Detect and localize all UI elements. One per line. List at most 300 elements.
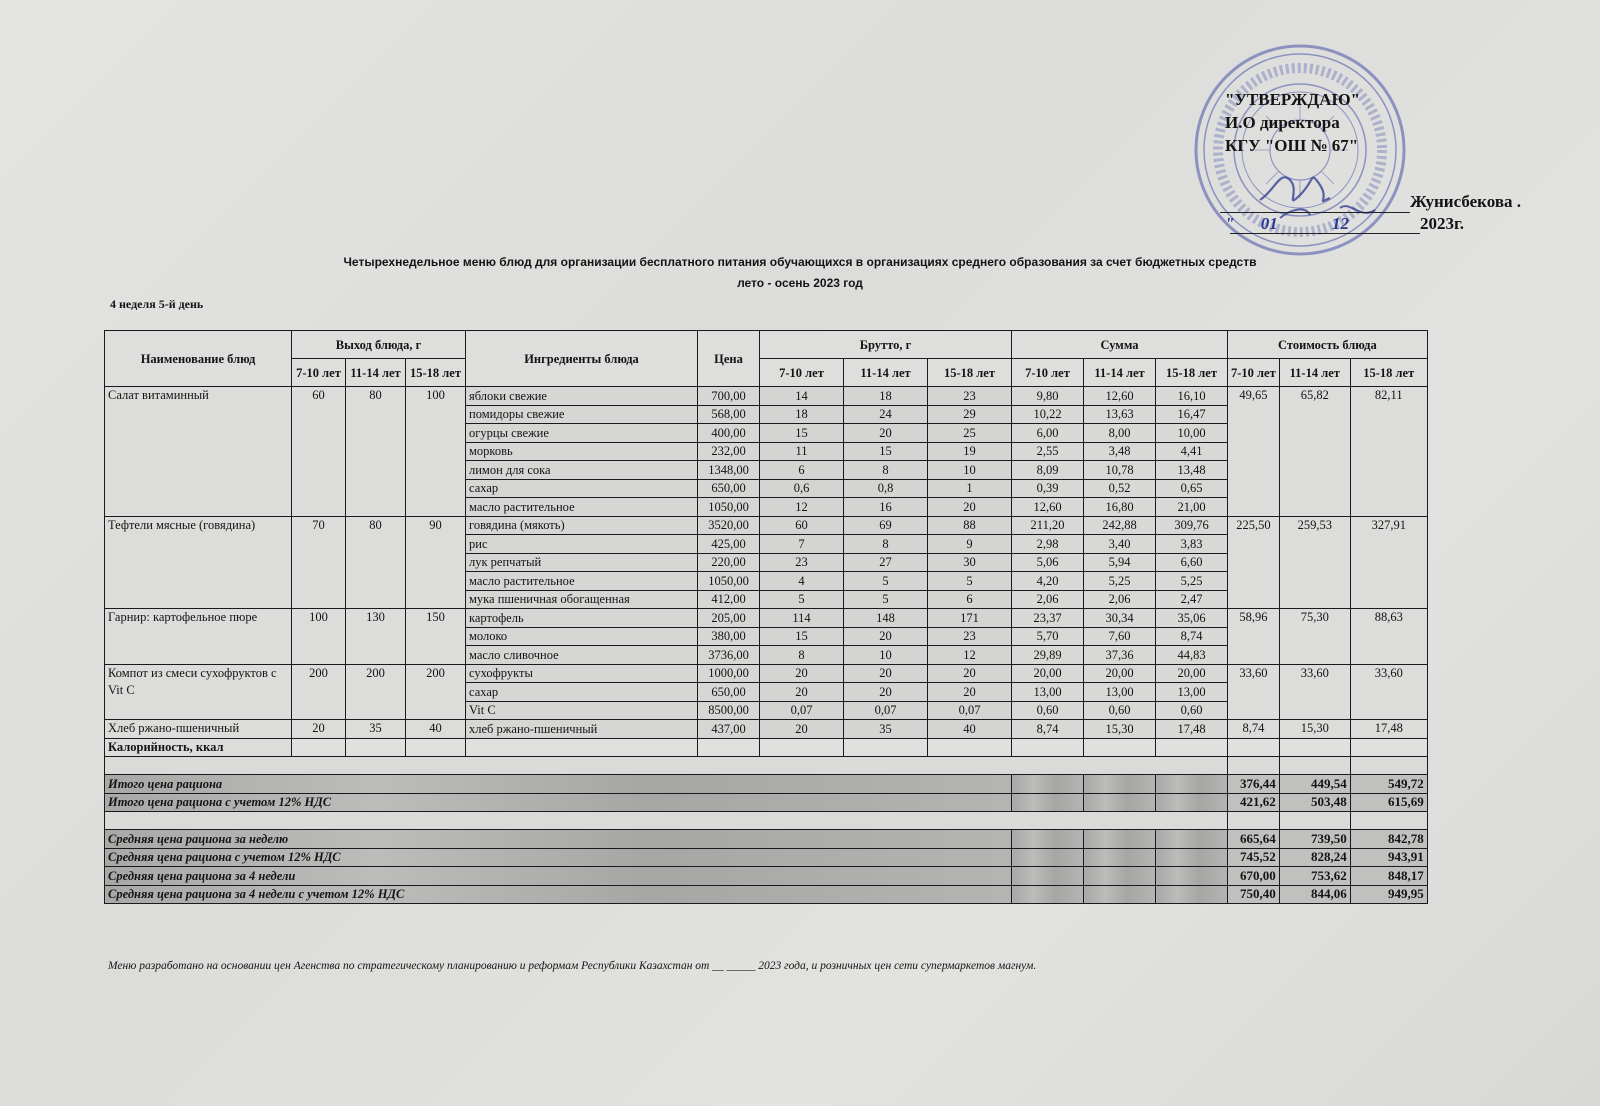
ingredient-brutto-age1: 8 xyxy=(760,646,844,665)
calories-cell xyxy=(1084,738,1156,757)
dish-yield-age1: 20 xyxy=(292,720,346,739)
ingredient-brutto-age1: 0,07 xyxy=(760,701,844,720)
ingredient-sum-age1: 20,00 xyxy=(1012,664,1084,683)
ingredient-brutto-age3: 88 xyxy=(928,516,1012,535)
ingredient-name: яблоки свежие xyxy=(466,387,698,406)
ingredient-brutto-age2: 27 xyxy=(844,553,928,572)
ingredient-name: сухофрукты xyxy=(466,664,698,683)
ingredient-sum-age2: 13,00 xyxy=(1084,683,1156,702)
summary-label: Средняя цена рациона за 4 недели с учетом 12% НДС xyxy=(105,885,1012,904)
ingredient-sum-age1: 0,60 xyxy=(1012,701,1084,720)
calories-cell xyxy=(466,738,698,757)
calories-cell xyxy=(1228,738,1280,757)
dish-yield-age2: 80 xyxy=(346,387,406,517)
header-cost-age1: 7-10 лет xyxy=(1228,359,1280,387)
ingredient-price: 1050,00 xyxy=(698,572,760,591)
ingredient-sum-age1: 0,39 xyxy=(1012,479,1084,498)
dish-name: Компот из смеси сухофруктов с Vit C xyxy=(105,664,292,720)
ingredient-name: молоко xyxy=(466,627,698,646)
summary-empty-cell xyxy=(1084,885,1156,904)
summary-empty-cell xyxy=(1156,848,1228,867)
header-cost-age2: 11-14 лет xyxy=(1279,359,1350,387)
summary-empty-cell xyxy=(1156,885,1228,904)
ingredient-brutto-age2: 0,07 xyxy=(844,701,928,720)
ingredient-brutto-age1: 18 xyxy=(760,405,844,424)
header-brutto-age1: 7-10 лет xyxy=(760,359,844,387)
summary-value-age1: 376,44 xyxy=(1228,775,1280,794)
document-title: Четырехнедельное меню блюд для организации бесплатного питания обучающихся в организациях среднего образования за счет бюджетных средств xyxy=(343,255,1257,269)
ingredient-sum-age2: 15,30 xyxy=(1084,720,1156,739)
summary-empty-cell xyxy=(1012,830,1084,849)
ingredient-brutto-age1: 60 xyxy=(760,516,844,535)
summary-value-age2: 844,06 xyxy=(1279,885,1350,904)
ingredient-sum-age2: 16,80 xyxy=(1084,498,1156,517)
ingredient-brutto-age2: 15 xyxy=(844,442,928,461)
ingredient-brutto-age2: 69 xyxy=(844,516,928,535)
header-sum-age2: 11-14 лет xyxy=(1084,359,1156,387)
ingredient-brutto-age1: 23 xyxy=(760,553,844,572)
spacer-cell xyxy=(1228,757,1280,775)
ingredient-sum-age1: 6,00 xyxy=(1012,424,1084,443)
ingredient-sum-age2: 0,60 xyxy=(1084,701,1156,720)
ingredient-sum-age1: 29,89 xyxy=(1012,646,1084,665)
summary-row xyxy=(105,848,1428,867)
ingredient-sum-age2: 12,60 xyxy=(1084,387,1156,406)
ingredient-brutto-age1: 15 xyxy=(760,424,844,443)
ingredient-brutto-age3: 20 xyxy=(928,664,1012,683)
dish-cost-age1: 225,50 xyxy=(1228,516,1280,609)
dish-yield-age3: 40 xyxy=(406,720,466,739)
menu-body xyxy=(105,387,1428,904)
ingredient-brutto-age2: 10 xyxy=(844,646,928,665)
ingredient-sum-age1: 23,37 xyxy=(1012,609,1084,628)
dish-cost-age1: 49,65 xyxy=(1228,387,1280,517)
summary-value-age3: 842,78 xyxy=(1350,830,1427,849)
calories-cell xyxy=(292,738,346,757)
spacer-row xyxy=(105,757,1428,775)
approval-heading: "УТВЕРЖДАЮ" xyxy=(1225,90,1361,109)
summary-value-age3: 943,91 xyxy=(1350,848,1427,867)
header-yield-age1: 7-10 лет xyxy=(292,359,346,387)
summary-empty-cell xyxy=(1012,793,1084,812)
summary-empty-cell xyxy=(1084,867,1156,886)
ingredient-sum-age3: 0,60 xyxy=(1156,701,1228,720)
spacer-cell xyxy=(1228,812,1280,830)
calories-row xyxy=(105,738,1428,757)
summary-empty-cell xyxy=(1012,848,1084,867)
ingredient-sum-age1: 8,09 xyxy=(1012,461,1084,480)
ingredient-brutto-age1: 15 xyxy=(760,627,844,646)
dish-cost-age3: 33,60 xyxy=(1350,664,1427,720)
ingredient-sum-age2: 37,36 xyxy=(1084,646,1156,665)
ingredient-sum-age2: 30,34 xyxy=(1084,609,1156,628)
calories-cell xyxy=(1156,738,1228,757)
approval-year: 2023г. xyxy=(1420,214,1465,233)
dish-yield-age2: 80 xyxy=(346,516,406,609)
ingredient-brutto-age1: 20 xyxy=(760,683,844,702)
ingredient-brutto-age3: 19 xyxy=(928,442,1012,461)
ingredient-row xyxy=(105,720,1428,739)
dish-cost-age3: 82,11 xyxy=(1350,387,1427,517)
day-label: 4 неделя 5-й день xyxy=(110,297,204,311)
ingredient-sum-age2: 3,48 xyxy=(1084,442,1156,461)
ingredient-name: огурцы свежие xyxy=(466,424,698,443)
ingredient-brutto-age2: 8 xyxy=(844,535,928,554)
ingredient-sum-age2: 0,52 xyxy=(1084,479,1156,498)
ingredient-name: рис xyxy=(466,535,698,554)
ingredient-name: мука пшеничная обогащенная xyxy=(466,590,698,609)
ingredient-brutto-age3: 1 xyxy=(928,479,1012,498)
summary-value-age3: 615,69 xyxy=(1350,793,1427,812)
ingredient-price: 568,00 xyxy=(698,405,760,424)
spacer-cell xyxy=(105,757,1228,775)
ingredient-sum-age3: 4,41 xyxy=(1156,442,1228,461)
ingredient-brutto-age3: 23 xyxy=(928,627,1012,646)
ingredient-price: 1050,00 xyxy=(698,498,760,517)
ingredient-price: 650,00 xyxy=(698,479,760,498)
dish-yield-age3: 90 xyxy=(406,516,466,609)
spacer-cell xyxy=(1350,757,1427,775)
calories-cell xyxy=(1350,738,1427,757)
ingredient-brutto-age3: 9 xyxy=(928,535,1012,554)
ingredient-brutto-age3: 171 xyxy=(928,609,1012,628)
ingredient-brutto-age3: 6 xyxy=(928,590,1012,609)
summary-empty-cell xyxy=(1012,775,1084,794)
date-day: 01 xyxy=(1260,214,1278,233)
ingredient-brutto-age3: 10 xyxy=(928,461,1012,480)
header-dish: Наименование блюд xyxy=(105,331,292,387)
dish-yield-age1: 70 xyxy=(292,516,346,609)
ingredient-brutto-age2: 18 xyxy=(844,387,928,406)
ingredient-sum-age2: 20,00 xyxy=(1084,664,1156,683)
ingredient-brutto-age2: 8 xyxy=(844,461,928,480)
ingredient-price: 412,00 xyxy=(698,590,760,609)
calories-cell xyxy=(1279,738,1350,757)
calories-cell xyxy=(1012,738,1084,757)
summary-value-age3: 949,95 xyxy=(1350,885,1427,904)
ingredient-brutto-age3: 23 xyxy=(928,387,1012,406)
summary-empty-cell xyxy=(1084,830,1156,849)
ingredient-brutto-age2: 16 xyxy=(844,498,928,517)
summary-value-age2: 449,54 xyxy=(1279,775,1350,794)
ingredient-name: морковь xyxy=(466,442,698,461)
ingredient-price: 700,00 xyxy=(698,387,760,406)
ingredient-sum-age1: 2,06 xyxy=(1012,590,1084,609)
ingredient-price: 650,00 xyxy=(698,683,760,702)
calories-label: Калорийность, ккал xyxy=(105,738,292,757)
ingredient-sum-age3: 2,47 xyxy=(1156,590,1228,609)
dish-cost-age2: 15,30 xyxy=(1279,720,1350,739)
ingredient-brutto-age3: 20 xyxy=(928,498,1012,517)
ingredient-sum-age3: 13,00 xyxy=(1156,683,1228,702)
header-ingredients: Ингредиенты блюда xyxy=(466,331,698,387)
calories-cell xyxy=(406,738,466,757)
summary-row xyxy=(105,885,1428,904)
spacer-cell xyxy=(1279,812,1350,830)
ingredient-brutto-age1: 12 xyxy=(760,498,844,517)
ingredient-sum-age2: 7,60 xyxy=(1084,627,1156,646)
ingredient-brutto-age2: 20 xyxy=(844,627,928,646)
ingredient-name: лук репчатый xyxy=(466,553,698,572)
summary-value-age3: 848,17 xyxy=(1350,867,1427,886)
ingredient-sum-age1: 211,20 xyxy=(1012,516,1084,535)
ingredient-brutto-age2: 20 xyxy=(844,664,928,683)
dish-name: Салат витаминный xyxy=(105,387,292,517)
ingredient-name: говядина (мякоть) xyxy=(466,516,698,535)
ingredient-name: масло растительное xyxy=(466,572,698,591)
calories-cell xyxy=(928,738,1012,757)
ingredient-sum-age1: 2,98 xyxy=(1012,535,1084,554)
footnote: Меню разработано на основании цен Агенства по стратегическому планированию и реформам Республики Казахстан от __ _____ 2023 года, и розничных цен сети супермаркетов магнум. xyxy=(108,960,1037,972)
ingredient-brutto-age3: 12 xyxy=(928,646,1012,665)
ingredient-sum-age3: 309,76 xyxy=(1156,516,1228,535)
dish-cost-age3: 88,63 xyxy=(1350,609,1427,665)
ingredient-name: масло растительное xyxy=(466,498,698,517)
summary-row xyxy=(105,793,1428,812)
ingredient-price: 220,00 xyxy=(698,553,760,572)
header-brutto-age2: 11-14 лет xyxy=(844,359,928,387)
ingredient-brutto-age3: 30 xyxy=(928,553,1012,572)
ingredient-name: Vit C xyxy=(466,701,698,720)
ingredient-sum-age3: 3,83 xyxy=(1156,535,1228,554)
ingredient-sum-age1: 2,55 xyxy=(1012,442,1084,461)
ingredient-price: 1000,00 xyxy=(698,664,760,683)
ingredient-sum-age3: 17,48 xyxy=(1156,720,1228,739)
ingredient-sum-age3: 20,00 xyxy=(1156,664,1228,683)
summary-label: Средняя цена рациона за 4 недели xyxy=(105,867,1012,886)
summary-value-age2: 753,62 xyxy=(1279,867,1350,886)
ingredient-brutto-age1: 0,6 xyxy=(760,479,844,498)
dish-cost-age2: 65,82 xyxy=(1279,387,1350,517)
calories-cell xyxy=(346,738,406,757)
dish-yield-age2: 130 xyxy=(346,609,406,665)
ingredient-sum-age1: 9,80 xyxy=(1012,387,1084,406)
spacer-cell xyxy=(105,812,1228,830)
dish-yield-age3: 150 xyxy=(406,609,466,665)
ingredient-brutto-age2: 20 xyxy=(844,424,928,443)
ingredient-brutto-age1: 14 xyxy=(760,387,844,406)
ingredient-sum-age3: 16,10 xyxy=(1156,387,1228,406)
header-brutto-age3: 15-18 лет xyxy=(928,359,1012,387)
summary-value-age1: 750,40 xyxy=(1228,885,1280,904)
ingredient-brutto-age3: 29 xyxy=(928,405,1012,424)
ingredient-brutto-age1: 6 xyxy=(760,461,844,480)
ingredient-brutto-age2: 24 xyxy=(844,405,928,424)
ingredient-brutto-age2: 0,8 xyxy=(844,479,928,498)
ingredient-row xyxy=(105,516,1428,535)
ingredient-sum-age2: 2,06 xyxy=(1084,590,1156,609)
dish-yield-age3: 100 xyxy=(406,387,466,517)
ingredient-sum-age3: 16,47 xyxy=(1156,405,1228,424)
ingredient-sum-age2: 13,63 xyxy=(1084,405,1156,424)
ingredient-brutto-age2: 20 xyxy=(844,683,928,702)
calories-cell xyxy=(698,738,760,757)
ingredient-name: картофель xyxy=(466,609,698,628)
ingredient-sum-age2: 10,78 xyxy=(1084,461,1156,480)
summary-value-age2: 503,48 xyxy=(1279,793,1350,812)
ingredient-brutto-age1: 7 xyxy=(760,535,844,554)
summary-empty-cell xyxy=(1012,885,1084,904)
ingredient-price: 425,00 xyxy=(698,535,760,554)
summary-row xyxy=(105,867,1428,886)
ingredient-name: сахар xyxy=(466,479,698,498)
approval-signer: Жунисбекова . xyxy=(1410,192,1522,211)
ingredient-sum-age1: 4,20 xyxy=(1012,572,1084,591)
ingredient-name: помидоры свежие xyxy=(466,405,698,424)
ingredient-brutto-age3: 25 xyxy=(928,424,1012,443)
header-cost: Стоимость блюда xyxy=(1228,331,1428,359)
dish-yield-age1: 200 xyxy=(292,664,346,720)
ingredient-sum-age1: 5,70 xyxy=(1012,627,1084,646)
date-quote: " xyxy=(1225,214,1235,233)
ingredient-brutto-age3: 5 xyxy=(928,572,1012,591)
approval-organization: КГУ "ОШ № 67" xyxy=(1225,136,1359,155)
header-row-top xyxy=(105,331,1428,359)
ingredient-brutto-age1: 11 xyxy=(760,442,844,461)
summary-value-age2: 739,50 xyxy=(1279,830,1350,849)
summary-empty-cell xyxy=(1156,793,1228,812)
summary-value-age1: 421,62 xyxy=(1228,793,1280,812)
ingredient-brutto-age1: 114 xyxy=(760,609,844,628)
summary-label: Итого цена рациона с учетом 12% НДС xyxy=(105,793,1012,812)
summary-row xyxy=(105,775,1428,794)
dish-cost-age2: 75,30 xyxy=(1279,609,1350,665)
calories-cell xyxy=(760,738,844,757)
dish-cost-age2: 33,60 xyxy=(1279,664,1350,720)
ingredient-brutto-age3: 20 xyxy=(928,683,1012,702)
dish-yield-age1: 100 xyxy=(292,609,346,665)
ingredient-price: 3520,00 xyxy=(698,516,760,535)
dish-cost-age3: 327,91 xyxy=(1350,516,1427,609)
ingredient-sum-age3: 44,83 xyxy=(1156,646,1228,665)
ingredient-sum-age1: 13,00 xyxy=(1012,683,1084,702)
dish-yield-age1: 60 xyxy=(292,387,346,517)
ingredient-sum-age3: 8,74 xyxy=(1156,627,1228,646)
ingredient-sum-age1: 10,22 xyxy=(1012,405,1084,424)
summary-value-age1: 670,00 xyxy=(1228,867,1280,886)
approval-block xyxy=(1225,88,1522,233)
dish-cost-age1: 58,96 xyxy=(1228,609,1280,665)
ingredient-brutto-age2: 35 xyxy=(844,720,928,739)
ingredient-brutto-age3: 40 xyxy=(928,720,1012,739)
ingredient-row xyxy=(105,609,1428,628)
ingredient-sum-age2: 5,94 xyxy=(1084,553,1156,572)
ingredient-brutto-age1: 20 xyxy=(760,664,844,683)
ingredient-price: 3736,00 xyxy=(698,646,760,665)
summary-empty-cell xyxy=(1084,848,1156,867)
calories-cell xyxy=(844,738,928,757)
menu-table xyxy=(104,330,1428,904)
dish-name: Тефтели мясные (говядина) xyxy=(105,516,292,609)
ingredient-name: лимон для сока xyxy=(466,461,698,480)
header-brutto: Брутто, г xyxy=(760,331,1012,359)
header-cost-age3: 15-18 лет xyxy=(1350,359,1427,387)
ingredient-price: 1348,00 xyxy=(698,461,760,480)
ingredient-price: 205,00 xyxy=(698,609,760,628)
dish-cost-age1: 8,74 xyxy=(1228,720,1280,739)
summary-empty-cell xyxy=(1084,775,1156,794)
summary-value-age1: 665,64 xyxy=(1228,830,1280,849)
summary-row xyxy=(105,830,1428,849)
header-sum: Сумма xyxy=(1012,331,1228,359)
ingredient-price: 8500,00 xyxy=(698,701,760,720)
ingredient-brutto-age2: 5 xyxy=(844,590,928,609)
dish-yield-age2: 35 xyxy=(346,720,406,739)
ingredient-brutto-age3: 0,07 xyxy=(928,701,1012,720)
spacer-cell xyxy=(1279,757,1350,775)
spacer-cell xyxy=(1350,812,1427,830)
ingredient-row xyxy=(105,664,1428,683)
header-yield: Выход блюда, г xyxy=(292,331,466,359)
ingredient-name: сахар xyxy=(466,683,698,702)
summary-empty-cell xyxy=(1156,867,1228,886)
summary-value-age3: 549,72 xyxy=(1350,775,1427,794)
ingredient-sum-age3: 21,00 xyxy=(1156,498,1228,517)
ingredient-brutto-age2: 5 xyxy=(844,572,928,591)
summary-empty-cell xyxy=(1156,830,1228,849)
ingredient-sum-age2: 5,25 xyxy=(1084,572,1156,591)
summary-empty-cell xyxy=(1084,793,1156,812)
ingredient-name: масло сливочное xyxy=(466,646,698,665)
dish-cost-age2: 259,53 xyxy=(1279,516,1350,609)
ingredient-sum-age2: 8,00 xyxy=(1084,424,1156,443)
ingredient-sum-age3: 10,00 xyxy=(1156,424,1228,443)
dish-cost-age1: 33,60 xyxy=(1228,664,1280,720)
ingredient-price: 232,00 xyxy=(698,442,760,461)
summary-empty-cell xyxy=(1012,867,1084,886)
ingredient-brutto-age1: 20 xyxy=(760,720,844,739)
header-sum-age3: 15-18 лет xyxy=(1156,359,1228,387)
date-month: 12 xyxy=(1331,214,1349,233)
summary-value-age1: 745,52 xyxy=(1228,848,1280,867)
summary-label: Итого цена рациона xyxy=(105,775,1012,794)
header-yield-age3: 15-18 лет xyxy=(406,359,466,387)
dish-yield-age3: 200 xyxy=(406,664,466,720)
header-sum-age1: 7-10 лет xyxy=(1012,359,1084,387)
ingredient-price: 380,00 xyxy=(698,627,760,646)
ingredient-row xyxy=(105,387,1428,406)
header-row-ages xyxy=(105,359,1428,387)
dish-cost-age3: 17,48 xyxy=(1350,720,1427,739)
header-yield-age2: 11-14 лет xyxy=(346,359,406,387)
ingredient-price: 437,00 xyxy=(698,720,760,739)
header-price: Цена xyxy=(698,331,760,387)
summary-label: Средняя цена рациона за неделю xyxy=(105,830,1012,849)
summary-label: Средняя цена рациона с учетом 12% НДС xyxy=(105,848,1012,867)
ingredient-sum-age3: 35,06 xyxy=(1156,609,1228,628)
ingredient-name: хлеб ржано-пшеничный xyxy=(466,720,698,739)
dish-name: Хлеб ржано-пшеничный xyxy=(105,720,292,739)
approval-position: И.О директора xyxy=(1225,113,1340,132)
dish-name: Гарнир: картофельное пюре xyxy=(105,609,292,665)
ingredient-sum-age1: 12,60 xyxy=(1012,498,1084,517)
dish-yield-age2: 200 xyxy=(346,664,406,720)
approval-date-handwritten xyxy=(1225,212,1349,235)
ingredient-brutto-age1: 5 xyxy=(760,590,844,609)
ingredient-price: 400,00 xyxy=(698,424,760,443)
ingredient-sum-age3: 0,65 xyxy=(1156,479,1228,498)
summary-empty-cell xyxy=(1156,775,1228,794)
ingredient-brutto-age2: 148 xyxy=(844,609,928,628)
ingredient-sum-age1: 8,74 xyxy=(1012,720,1084,739)
ingredient-sum-age2: 3,40 xyxy=(1084,535,1156,554)
spacer-row xyxy=(105,812,1428,830)
document-subtitle: лето - осень 2023 год xyxy=(737,276,863,290)
ingredient-sum-age1: 5,06 xyxy=(1012,553,1084,572)
ingredient-sum-age3: 13,48 xyxy=(1156,461,1228,480)
ingredient-sum-age3: 6,60 xyxy=(1156,553,1228,572)
ingredient-brutto-age1: 4 xyxy=(760,572,844,591)
